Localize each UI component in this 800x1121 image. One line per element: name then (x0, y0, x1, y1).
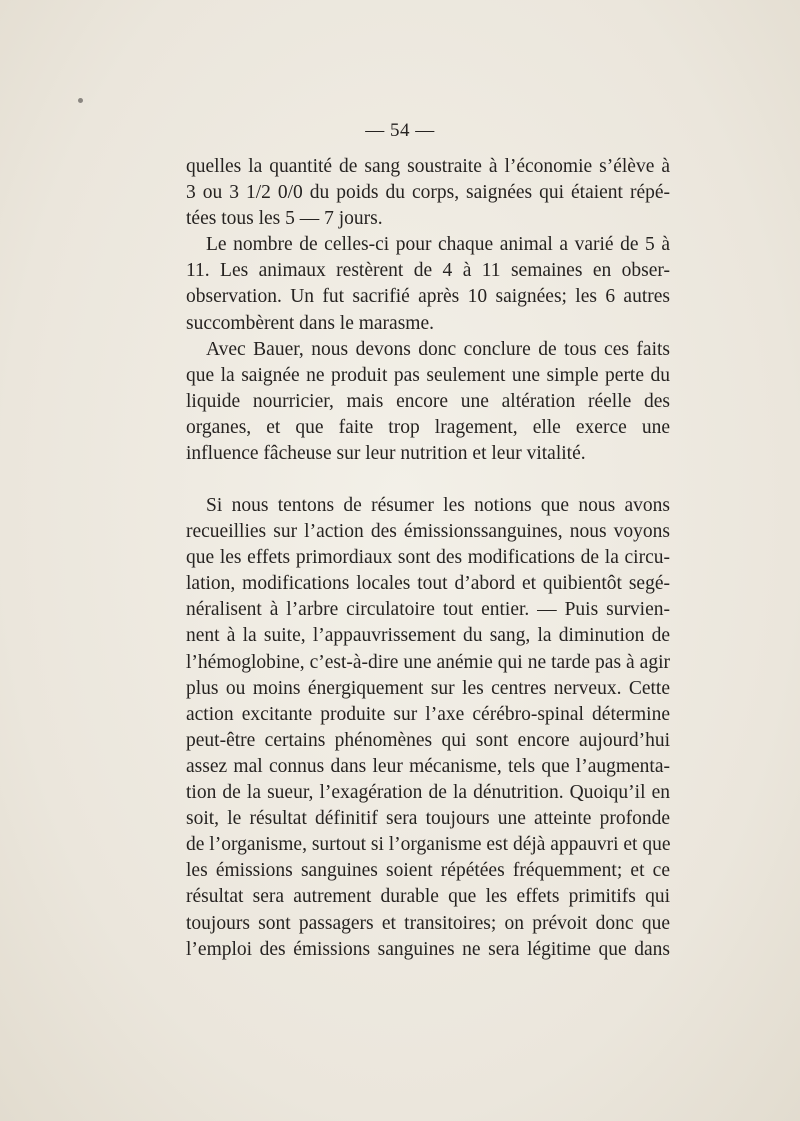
paragraph-summary (186, 493, 670, 963)
text-line: que la saignée ne produit pas seulement une simple perte du (186, 364, 670, 386)
text-line: les émissions sanguines soient répétées fréquemment; et ce (186, 860, 670, 882)
text-line: liquide nourricier, mais encore une altération réelle des (186, 390, 670, 412)
text-line: Avec Bauer, nous devons donc conclure de tous ces faits (206, 338, 670, 360)
text-line: succombèrent dans le marasme. (186, 312, 434, 334)
text-line: l’hémoglobine, c’est-à-dire une anémie qui ne tarde pas à agir (186, 651, 670, 673)
text-line: influence fâcheuse sur leur nutrition et leur vitalité. (186, 443, 586, 465)
text-line: observation. Un fut sacrifié après 10 saignées; les 6 autres (186, 286, 670, 308)
text-line: néralisent à l’arbre circulatoire tout entier. — Puis survien- (186, 599, 670, 621)
text-line: tion de la sueur, l’exagération de la dénutrition. Quoiqu’il en (186, 782, 670, 804)
text-line: recueillies sur l’action des émissionssanguines, nous voyons (186, 521, 670, 543)
paragraph-continuation (186, 154, 670, 232)
ink-speck (78, 98, 83, 103)
text-line: peut-être certains phénomènes qui sont encore aujourd’hui (186, 729, 670, 751)
text-line: de l’organisme, surtout si l’organisme est déjà appauvri et que (186, 834, 671, 856)
text-line: résultat sera autrement durable que les effets primitifs qui (186, 886, 670, 908)
text-line: organes, et que faite trop lragement, elle exerce une (186, 416, 670, 438)
text-line: toujours sont passagers et transitoires; on prévoit donc que (186, 912, 670, 934)
text-line: l’emploi des émissions sanguines ne sera légitime que dans (186, 938, 670, 960)
text-line: soit, le résultat définitif sera toujours une atteinte profonde (186, 808, 670, 830)
text-line: tées tous les 5 — 7 jours. (186, 208, 383, 230)
text-line: lation, modifications locales tout d’abord et quibientôt segé- (186, 573, 670, 595)
text-line: plus ou moins énergiquement sur les centres nerveux. Cette (186, 677, 670, 699)
text-block-lower (186, 493, 670, 963)
text-line: quelles la quantité de sang soustraite à l’économie s’élève à (186, 156, 670, 177)
text-line: que les effets primordiaux sont des modifications de la circu- (186, 547, 670, 569)
paragraph-experiment (186, 232, 670, 336)
paragraph-conclusion-bauer (186, 337, 670, 467)
text-line: Si nous tentons de résumer les notions que nous avons (206, 495, 670, 516)
text-block-upper (186, 154, 670, 467)
text-line: 3 ou 3 1/2 0/0 du poids du corps, saignées qui étaient répé- (186, 182, 670, 204)
page-number: — 54 — (365, 120, 435, 141)
text-line: Le nombre de celles-ci pour chaque animal a varié de 5 à (206, 234, 670, 256)
text-line: action excitante produite sur l’axe cérébro-spinal détermine (186, 703, 670, 725)
text-line: assez mal connus dans leur mécanisme, tels que l’augmenta- (186, 755, 670, 777)
text-line: nent à la suite, l’appauvrissement du sang, la diminution de (186, 625, 670, 647)
text-line: 11. Les animaux restèrent de 4 à 11 semaines en obser- (186, 260, 670, 282)
